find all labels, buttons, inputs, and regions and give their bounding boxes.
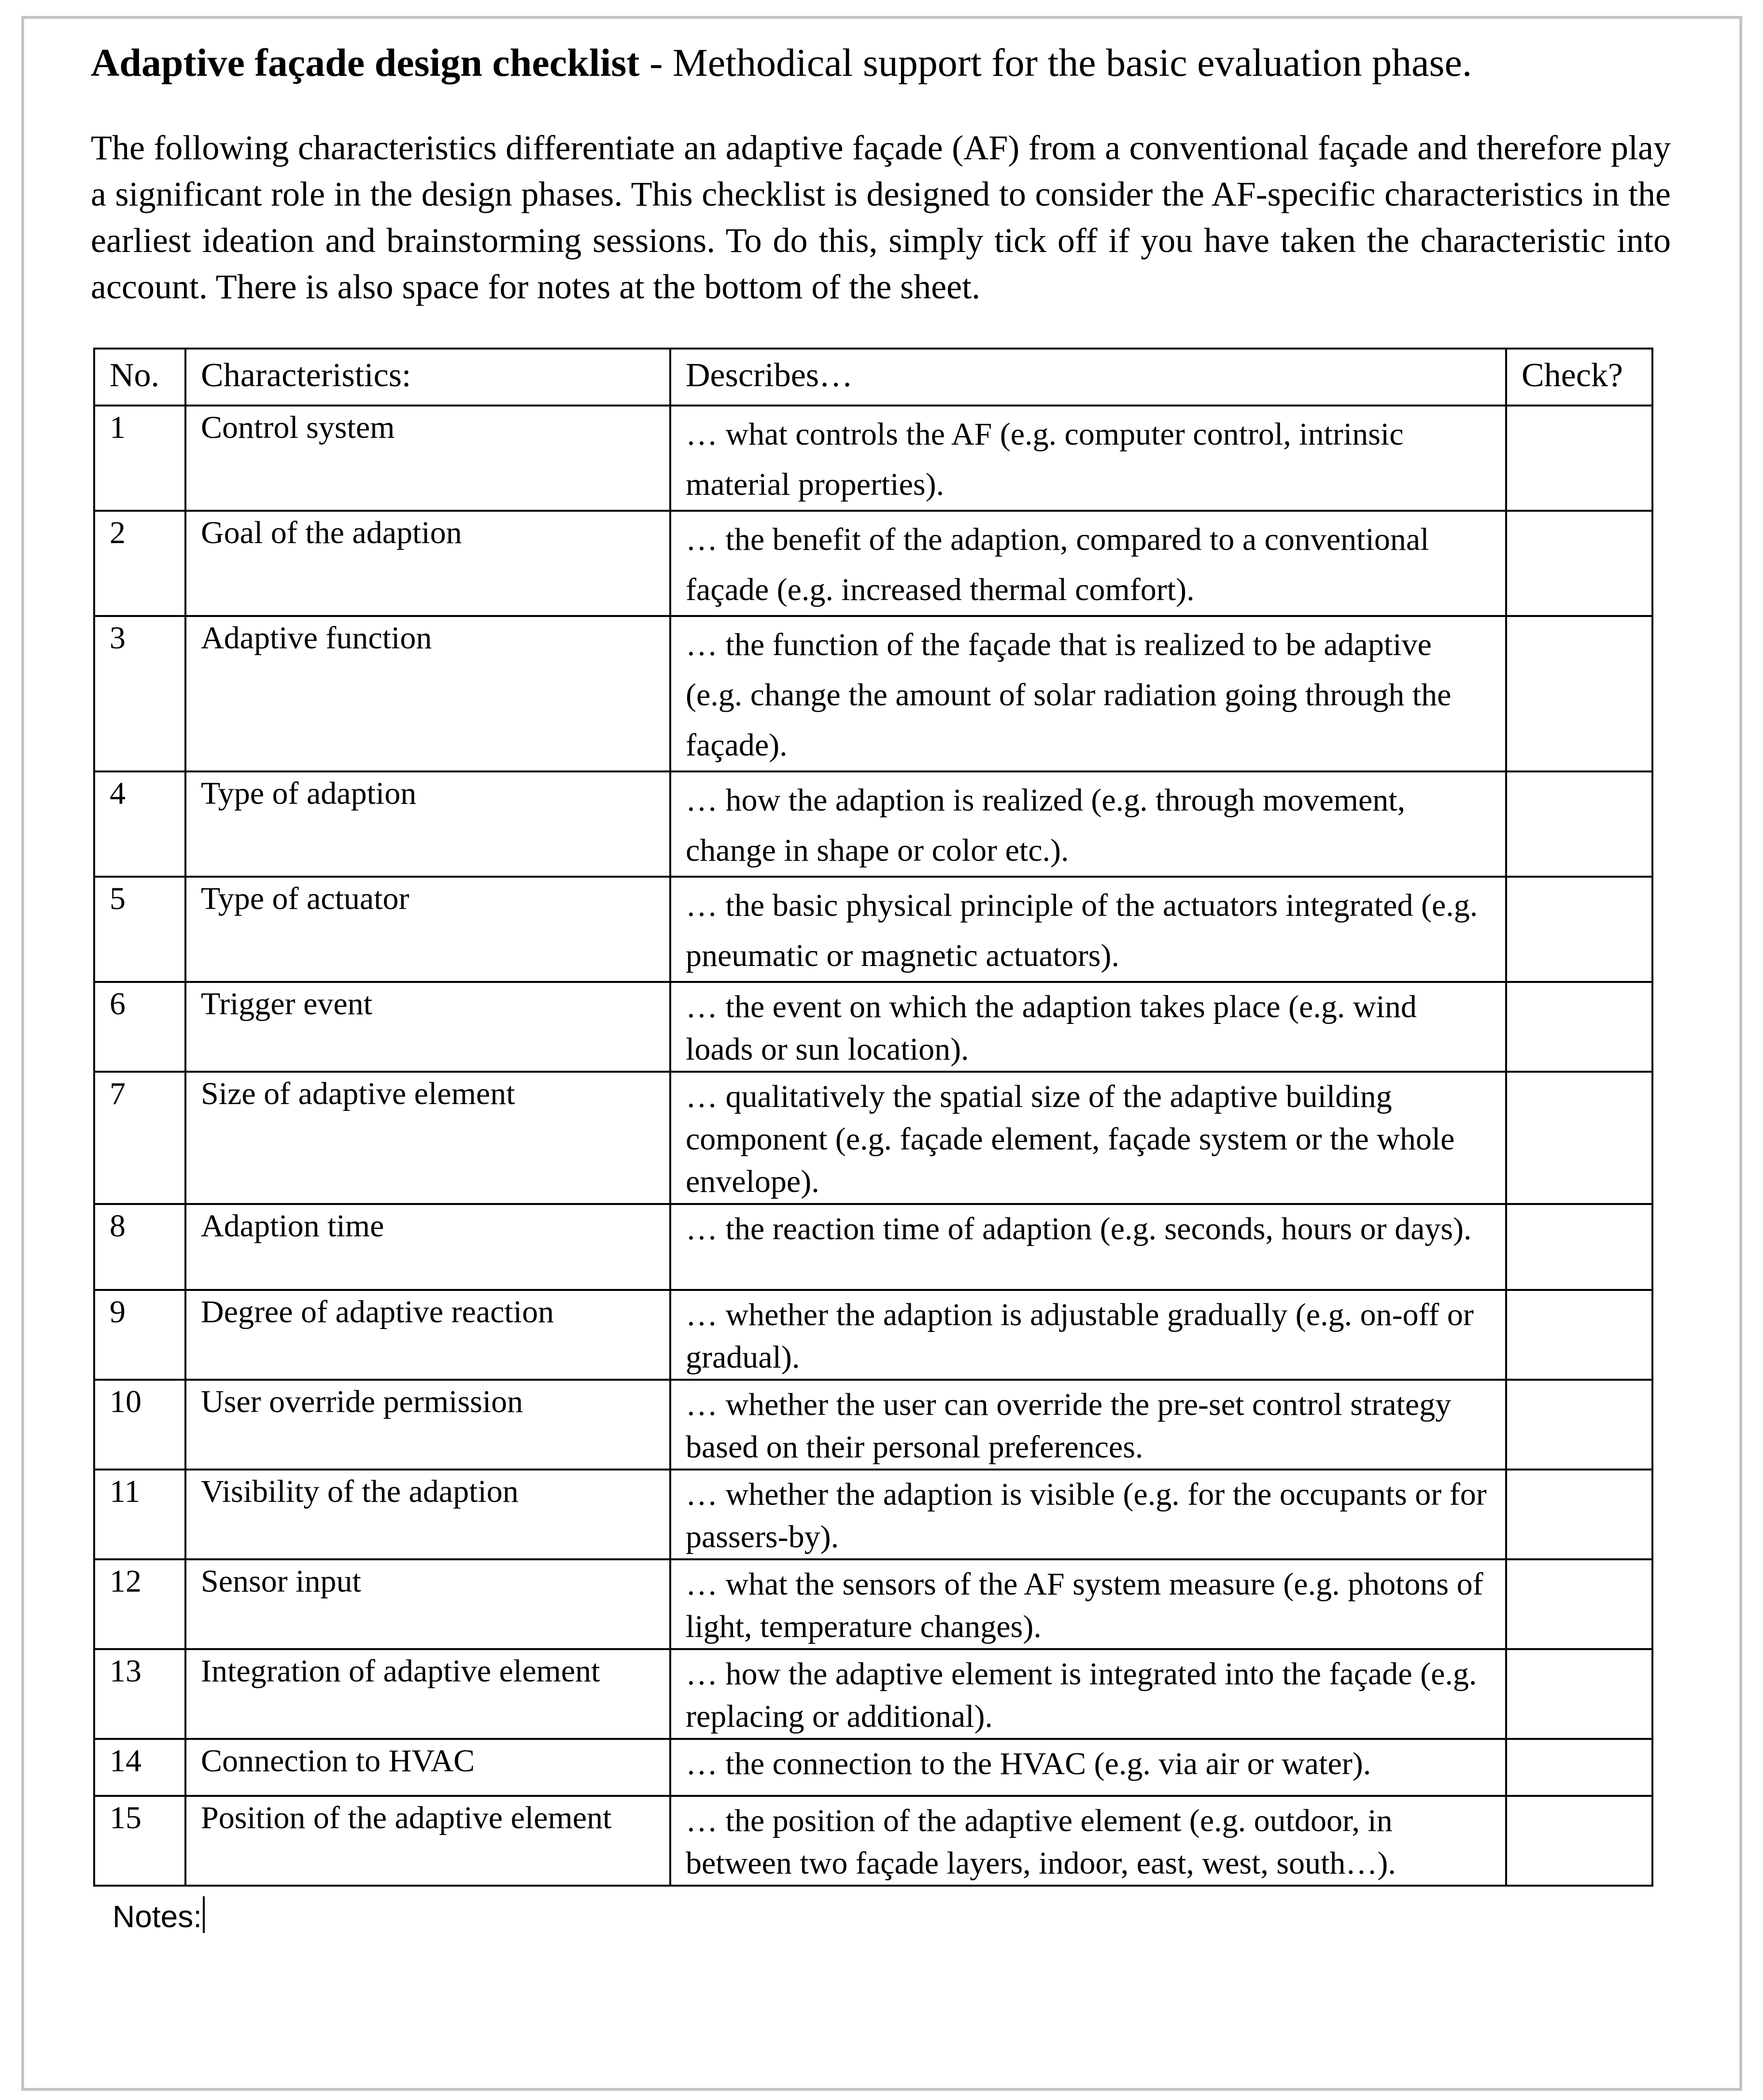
check-cell[interactable] — [1506, 1739, 1652, 1796]
row-characteristic: Sensor input — [185, 1559, 670, 1649]
row-description: … how the adaption is realized (e.g. through movement, change in shape or color etc.). — [670, 771, 1506, 877]
check-cell[interactable] — [1506, 1649, 1652, 1739]
row-no: 9 — [94, 1290, 185, 1380]
check-cell[interactable] — [1506, 771, 1652, 877]
row-no: 5 — [94, 877, 185, 982]
row-description: … how the adaptive element is integrated into the façade (e.g. replacing or additional). — [670, 1649, 1506, 1739]
row-no: 10 — [94, 1380, 185, 1470]
check-cell[interactable] — [1506, 877, 1652, 982]
header-describes: Describes… — [670, 349, 1506, 406]
text-cursor — [203, 1896, 205, 1933]
check-cell[interactable] — [1506, 1072, 1652, 1204]
row-description: … whether the adaption is visible (e.g. for the occupants or for passers-by). — [670, 1470, 1506, 1559]
table-row — [94, 616, 1652, 771]
table-row — [94, 771, 1652, 877]
table-row — [94, 1204, 1652, 1290]
row-description: … the reaction time of adaption (e.g. seconds, hours or days). — [670, 1204, 1506, 1290]
header-check: Check? — [1506, 349, 1652, 406]
row-characteristic: Position of the adaptive element — [185, 1796, 670, 1886]
notes-field[interactable] — [113, 1896, 205, 1936]
table-row — [94, 511, 1652, 616]
page-title — [91, 39, 1684, 87]
row-characteristic: Control system — [185, 406, 670, 511]
row-description: … the event on which the adaption takes place (e.g. wind loads or sun location). — [670, 982, 1506, 1072]
row-characteristic: Integration of adaptive element — [185, 1649, 670, 1739]
table-row — [94, 1380, 1652, 1470]
row-no: 14 — [94, 1739, 185, 1796]
row-description: … qualitatively the spatial size of the adaptive building component (e.g. façade element, façade system or the whole envelope). — [670, 1072, 1506, 1204]
header-characteristics: Characteristics: — [185, 349, 670, 406]
row-no: 3 — [94, 616, 185, 771]
row-characteristic: Degree of adaptive reaction — [185, 1290, 670, 1380]
row-description: … the basic physical principle of the actuators integrated (e.g. pneumatic or magnetic actuators). — [670, 877, 1506, 982]
table-row — [94, 406, 1652, 511]
row-no: 2 — [94, 511, 185, 616]
row-description: … what the sensors of the AF system measure (e.g. photons of light, temperature changes). — [670, 1559, 1506, 1649]
row-characteristic: Type of actuator — [185, 877, 670, 982]
row-characteristic: Goal of the adaption — [185, 511, 670, 616]
row-no: 8 — [94, 1204, 185, 1290]
check-cell[interactable] — [1506, 406, 1652, 511]
row-no: 1 — [94, 406, 185, 511]
table-row — [94, 1559, 1652, 1649]
row-description: … the position of the adaptive element (e.g. outdoor, in between two façade layers, indoor, east, west, south…). — [670, 1796, 1506, 1886]
check-cell[interactable] — [1506, 1470, 1652, 1559]
row-characteristic: Connection to HVAC — [185, 1739, 670, 1796]
check-cell[interactable] — [1506, 1559, 1652, 1649]
row-description: … the function of the façade that is realized to be adaptive (e.g. change the amount of solar radiation going through the façade). — [670, 616, 1506, 771]
check-cell[interactable] — [1506, 1290, 1652, 1380]
row-no: 13 — [94, 1649, 185, 1739]
table-row — [94, 1649, 1652, 1739]
row-no: 11 — [94, 1470, 185, 1559]
row-characteristic: Adaptive function — [185, 616, 670, 771]
row-characteristic: Visibility of the adaption — [185, 1470, 670, 1559]
row-no: 6 — [94, 982, 185, 1072]
row-description: … the benefit of the adaption, compared to a conventional façade (e.g. increased thermal comfort). — [670, 511, 1506, 616]
check-cell[interactable] — [1506, 982, 1652, 1072]
table-row — [94, 1470, 1652, 1559]
row-description: … whether the user can override the pre-set control strategy based on their personal preferences. — [670, 1380, 1506, 1470]
row-no: 15 — [94, 1796, 185, 1886]
check-cell[interactable] — [1506, 511, 1652, 616]
check-cell[interactable] — [1506, 616, 1652, 771]
row-characteristic: User override permission — [185, 1380, 670, 1470]
table-row — [94, 982, 1652, 1072]
row-characteristic: Type of adaption — [185, 771, 670, 877]
table-row — [94, 877, 1652, 982]
row-no: 4 — [94, 771, 185, 877]
table-row — [94, 1072, 1652, 1204]
notes-label: Notes: — [113, 1899, 202, 1934]
row-characteristic: Adaption time — [185, 1204, 670, 1290]
title-subtitle: - Methodical support for the basic evaluation phase. — [639, 41, 1472, 84]
intro-paragraph: The following characteristics differentiate an adaptive façade (AF) from a conventional façade and therefore play a significant role in the design phases. This checklist is designed to consider the AF-specific characteristics in the earliest ideation and brainstorming sessions. To do this, simply tick off if you have taken the characteristic into account. There is also space for notes at the bottom of the sheet. — [91, 128, 1671, 306]
row-description: … what controls the AF (e.g. computer control, intrinsic material properties). — [670, 406, 1506, 511]
row-description: … the connection to the HVAC (e.g. via air or water). — [670, 1739, 1506, 1796]
table-row — [94, 1739, 1652, 1796]
row-characteristic: Size of adaptive element — [185, 1072, 670, 1204]
checklist-table — [93, 348, 1653, 1887]
check-cell[interactable] — [1506, 1380, 1652, 1470]
table-row — [94, 1290, 1652, 1380]
table-header-row — [94, 349, 1652, 406]
row-description: … whether the adaption is adjustable gradually (e.g. on-off or gradual). — [670, 1290, 1506, 1380]
row-characteristic: Trigger event — [185, 982, 670, 1072]
check-cell[interactable] — [1506, 1204, 1652, 1290]
check-cell[interactable] — [1506, 1796, 1652, 1886]
title-bold: Adaptive façade design checklist — [91, 41, 640, 84]
header-no: No. — [94, 349, 185, 406]
table-row — [94, 1796, 1652, 1886]
row-no: 7 — [94, 1072, 185, 1204]
row-no: 12 — [94, 1559, 185, 1649]
